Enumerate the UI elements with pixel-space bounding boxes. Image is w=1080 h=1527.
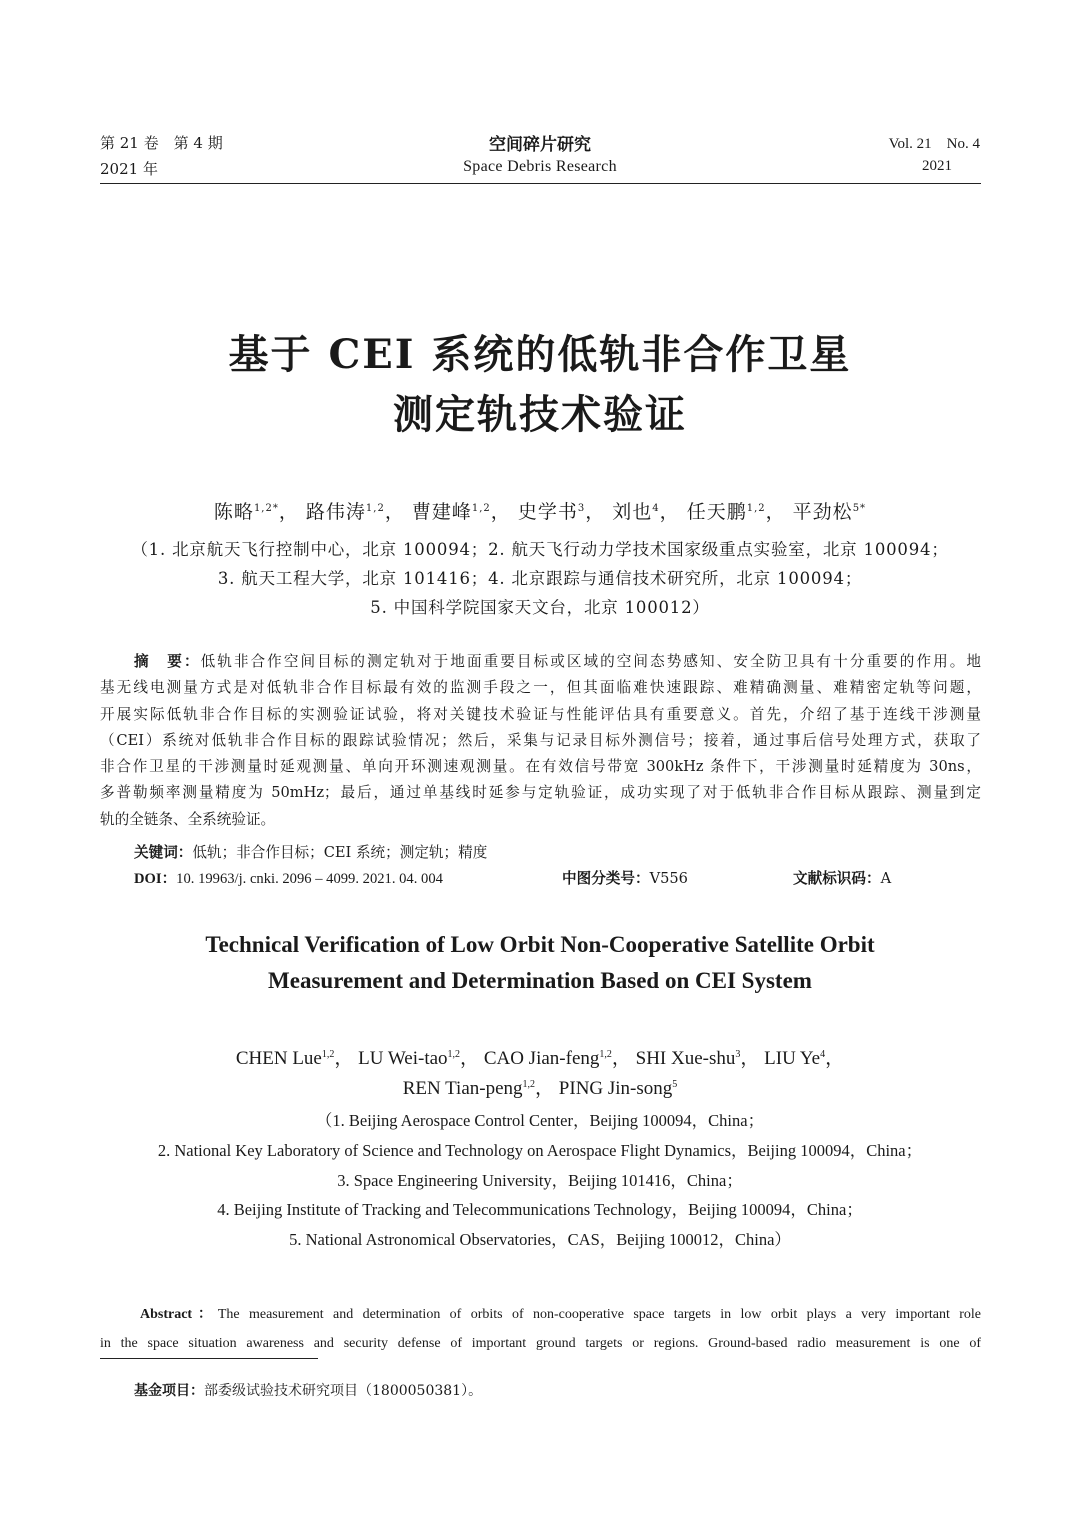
funding-note: 基金项目：部委级试验技术研究项目（1800050381）。 — [134, 1383, 483, 1399]
abstract-en-line: in the space situation awareness and security defense of important ground targets or regions. Ground-based radio measurement is one of — [100, 1336, 981, 1351]
header-rule — [100, 183, 981, 184]
paper-title-en-line1: Technical Verification of Low Orbit Non-Cooperative Satellite Orbit — [205, 932, 875, 957]
paper-title-cn-line2: 测定轨技术验证 — [393, 391, 687, 438]
header-year-en: 2021 — [922, 158, 952, 174]
abstract-cn-line: 开展实际低轨非合作目标的实测验证试验，将对关键技术验证与性能评估具有重要意义。首先，介绍了基于连线干涉测量 — [100, 705, 981, 723]
header-year: 2021 年 — [100, 160, 158, 178]
abstract-cn-label: 摘 要： — [134, 653, 201, 670]
author-list-cn: 陈略$^{1,2*}$， 路伟涛$^{1,2}$， 曹建峰$^{1,2}$， 史学书$^3$， 刘也$^4$， 任天鹏$^{1,2}$， 平劲松$^{5*}$ — [213, 501, 867, 523]
abstract-en-line: Abstract：The measurement and determination of orbits of non-cooperative space targets in low orbit plays a very important role — [140, 1307, 981, 1322]
affiliation-en-line4: 4. Beijing Institute of Tracking and Telecommunications Technology，Beijing 100094，China； — [217, 1200, 863, 1219]
author-cn: 曹建峰$^{1,2}$ — [411, 501, 491, 523]
journal-name-en: Space Debris Research — [463, 158, 617, 175]
affiliation-cn-line1: （1. 北京航天飞行控制中心，北京 100094；2. 航天飞行动力学技术国家级重点实验室，北京 100094； — [131, 540, 949, 559]
author-cn: 平劲松$^{5*}$ — [792, 501, 867, 523]
author-en: CAO Jian-feng$^{1,2}$ — [483, 1048, 612, 1069]
keywords-cn: 关键词：低轨；非合作目标；CEI 系统；测定轨；精度 — [134, 844, 488, 861]
author-en: REN Tian-peng$^{1,2}$ — [402, 1078, 536, 1099]
author-cn: 陈略$^{1,2*}$ — [213, 501, 279, 523]
doi: DOI：10. 19963/j. cnki. 2096 – 4099. 2021. 04. 004 — [134, 871, 443, 887]
paper-title-en-line2: Measurement and Determination Based on CEI System — [268, 968, 812, 993]
abstract-cn-line: 轨的全链条、全系统验证。 — [100, 810, 276, 828]
affiliation-en-line5: 5. National Astronomical Observatories，CAS，Beijing 100012，China） — [289, 1230, 791, 1249]
author-list-en-line2: REN Tian-peng$^{1,2}$， PING Jin-song$^5$ — [402, 1078, 678, 1099]
author-en: PING Jin-song$^5$ — [558, 1078, 678, 1099]
author-cn: 路伟涛$^{1,2}$ — [305, 501, 385, 523]
header-volume-issue: 第 21 卷 第 4 期 — [100, 134, 223, 152]
abstract-cn-line: 多普勒频率测量精度为 50mHz；最后，通过单基线时延参与定轨验证，成功实现了对于低轨非合作目标从跟踪、测量到定 — [100, 784, 981, 802]
abstract-cn — [100, 649, 981, 833]
abstract-cn-line: 非合作卫星的干涉测量时延观测量、单向开环测速观测量。在有效信号带宽 300kHz 条件下，干涉测量时延精度为 30ns， — [100, 758, 981, 776]
affiliation-cn-line3: 5. 中国科学院国家天文台，北京 100012） — [370, 598, 710, 617]
affiliation-en-line1: （1. Beijing Aerospace Control Center，Beijing 100094，China； — [315, 1111, 765, 1130]
clc-number: 中图分类号：V556 — [562, 870, 688, 887]
abstract-en-label: Abstract： — [140, 1307, 218, 1322]
abstract-en — [100, 1300, 981, 1358]
footnote-rule — [100, 1358, 318, 1359]
author-cn: 史学书$^3$ — [517, 501, 586, 523]
author-en: LIU Ye$^4$ — [764, 1048, 826, 1069]
header-vol-no: Vol. 21 No. 4 — [888, 136, 980, 152]
journal-name-cn: 空间碎片研究 — [489, 135, 591, 155]
author-en: SHI Xue-shu$^3$ — [635, 1048, 741, 1069]
author-en: LU Wei-tao$^{1,2}$ — [358, 1048, 461, 1069]
author-list-en-line1: CHEN Lue$^{1,2}$， LU Wei-tao$^{1,2}$， CAO Jian-feng$^{1,2}$， SHI Xue-shu$^3$， LIU Ye$^4$， — [235, 1048, 845, 1069]
paper-title-cn-line1: 基于 CEI 系统的低轨非合作卫星 — [228, 331, 852, 378]
affiliation-en-line2: 2. National Key Laboratory of Science and Technology on Aerospace Flight Dynamics，Beijing 100094，China； — [157, 1141, 923, 1160]
affiliation-cn-line2: 3. 航天工程大学，北京 101416；4. 北京跟踪与通信技术研究所，北京 100094； — [217, 569, 863, 588]
author-cn: 刘也$^4$ — [612, 501, 660, 523]
abstract-cn-line: 基无线电测量方式是对低轨非合作目标最有效的监测手段之一，但其面临难快速跟踪、难精确测量、难精密定轨等问题， — [100, 679, 981, 697]
author-cn: 任天鹏$^{1,2}$ — [686, 501, 766, 523]
abstract-cn-line: （CEI）系统对低轨非合作目标的跟踪试验情况；然后，采集与记录目标外测信号；接着，通过事后信号处理方式，获取了 — [100, 731, 981, 749]
affiliation-en-line3: 3. Space Engineering University，Beijing 101416，China； — [337, 1171, 743, 1190]
author-en: CHEN Lue$^{1,2}$ — [235, 1048, 335, 1069]
abstract-cn-line: 摘 要：低轨非合作空间目标的测定轨对于地面重要目标或区域的空间态势感知、安全防卫具有十分重要的作用。地 — [134, 653, 981, 670]
document-code: 文献标识码：A — [793, 870, 892, 887]
